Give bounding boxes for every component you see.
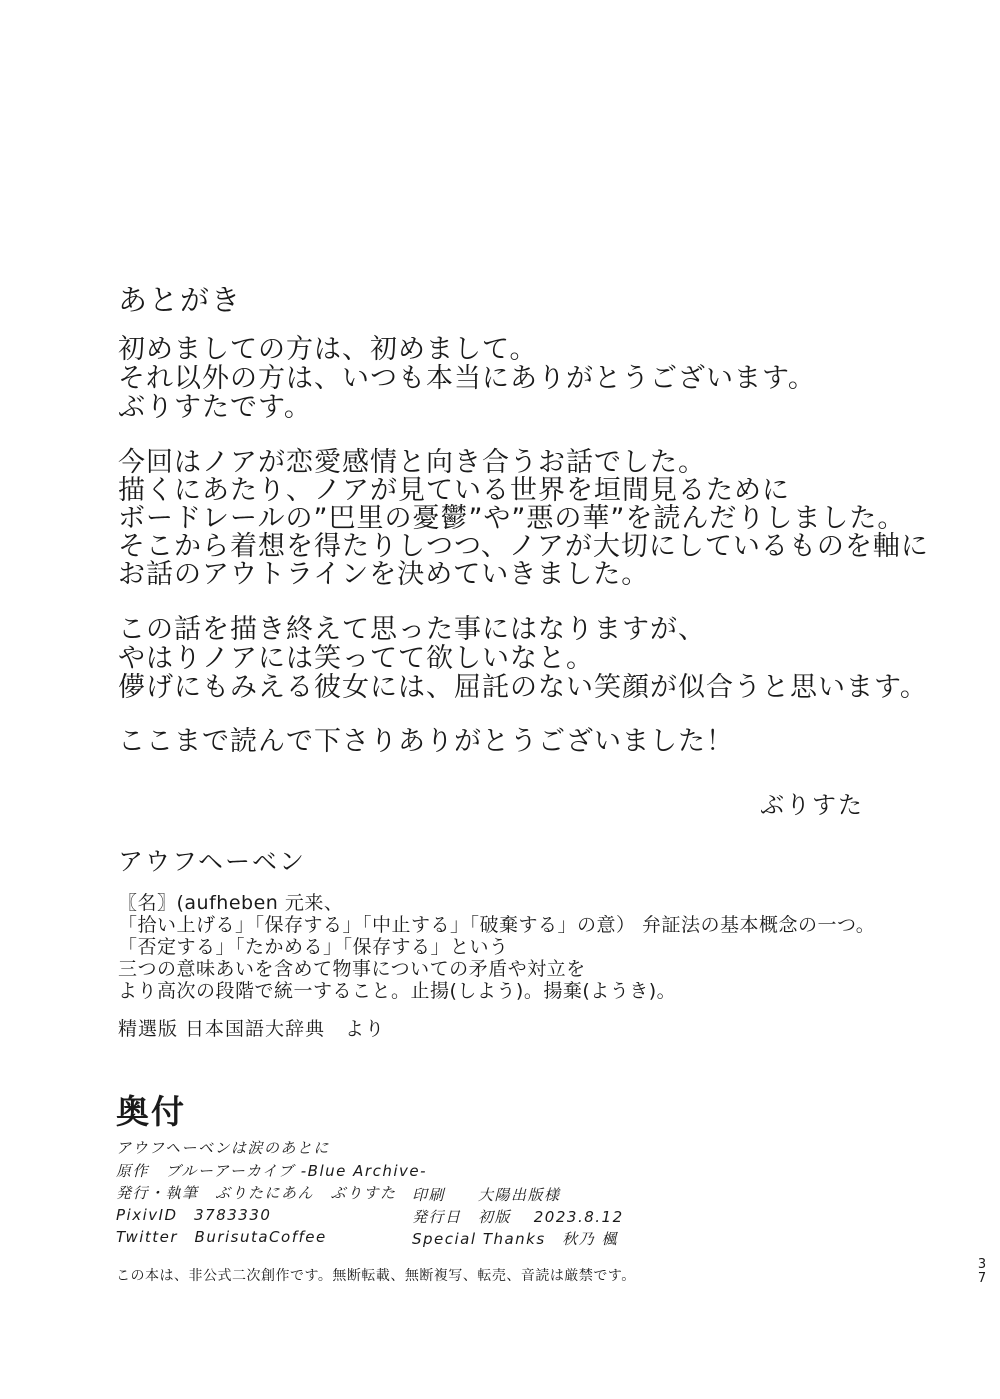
original-work: 原作 ブルーアーカイブ -Blue Archive-	[116, 1162, 428, 1180]
aufheben-heading: アウフヘーベン	[118, 847, 307, 876]
disclaimer: この本は、非公式二次創作です。無断転載、無断複写、転売、音読は厳禁です。	[116, 1268, 636, 1284]
definition-line: より高次の段階で統一すること。止揚(しよう)。揚棄(ようき)。	[118, 980, 677, 1002]
definition-line: 〖名〗(aufheben 元来、	[118, 892, 344, 914]
afterword-line: 描くにあたり、ノアが見ている世界を垣間見るために	[118, 475, 790, 506]
afterword-line: 儚げにもみえる彼女には、屈託のない笑顔が似合うと思います。	[118, 672, 928, 703]
definition-line: 三つの意味あいを含めて物事についての矛盾や対立を	[118, 958, 586, 980]
special-thanks: Special Thanks 秋乃 楓	[412, 1230, 618, 1248]
pixiv-id: PixivID 3783330	[116, 1206, 272, 1224]
page-number: 37	[977, 1257, 987, 1286]
twitter-handle: Twitter BurisutaCoffee	[116, 1228, 327, 1246]
definition-source: 精選版 日本国語大辞典 より	[118, 1018, 386, 1040]
author-signature: ぶりすた	[760, 791, 864, 819]
definition-line: 「否定する」「たかめる」「保存する」という	[118, 936, 509, 958]
afterword-line: やはりノアには笑ってて欲しいなと。	[118, 643, 594, 674]
afterword-line: 初めましての方は、初めまして。	[118, 334, 538, 365]
afterword-line: ぶりすたです。	[118, 392, 312, 423]
afterword-line: お話のアウトラインを決めていきました。	[118, 559, 650, 590]
printer: 印刷 大陽出版様	[412, 1186, 561, 1204]
afterword-line: この話を描き終えて思った事にはなりますが、	[118, 614, 706, 645]
book-title: アウフヘーベンは涙のあとに	[116, 1139, 330, 1157]
afterword-line: そこから着想を得たりしつつ、ノアが大切にしているものを軸に	[118, 531, 929, 562]
afterword-heading: あとがき	[118, 283, 243, 317]
colophon-heading: 奥付	[116, 1092, 186, 1131]
publish-date: 発行日 初版 2023.8.12	[412, 1208, 624, 1226]
afterword-line: 今回はノアが恋愛感情と向き合うお話でした。	[118, 447, 706, 478]
afterword-line: ボードレールの”巴里の憂鬱”や”悪の華”を読んだりしました。	[118, 503, 906, 534]
publisher-author: 発行・執筆 ぶりたにあん ぶりすた	[116, 1184, 397, 1202]
afterword-line: それ以外の方は、いつも本当にありがとうございます。	[118, 363, 816, 394]
afterword-line: ここまで読んで下さりありがとうございました！	[118, 726, 734, 757]
definition-line: 「拾い上げる」「保存する」「中止する」「破棄する」の意） 弁証法の基本概念の一つ。	[118, 914, 876, 936]
